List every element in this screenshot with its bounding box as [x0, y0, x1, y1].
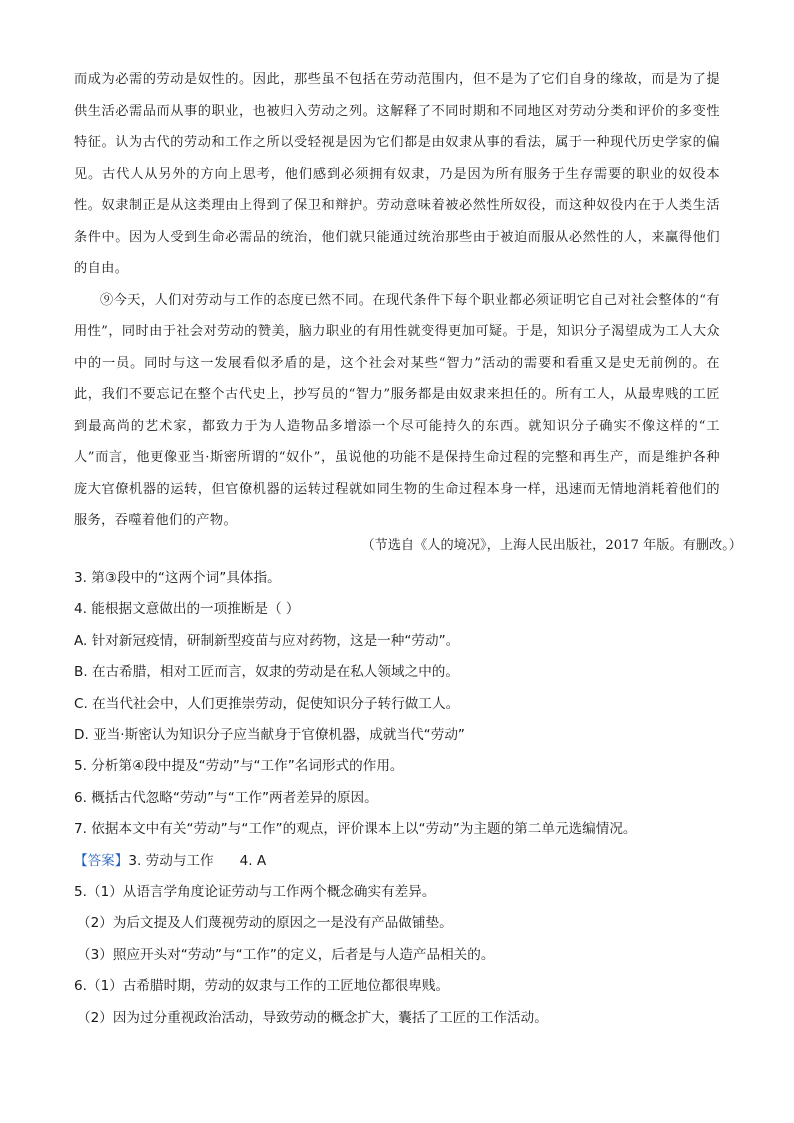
- question-4-option-c: C. 在当代社会中，人们更推崇劳动，促使知识分子转行做工人。: [74, 695, 460, 712]
- reading-passage: [74, 64, 720, 537]
- question-6: 6. 概括古代忽略“劳动”与“工作”两者差异的原因。: [74, 789, 378, 806]
- question-4-option-a: A. 针对新冠疫情，研制新型疫苗与应对药物，这是一种“劳动”。: [74, 632, 460, 649]
- question-4-option-d: D. 亚当·斯密认为知识分子应当献身于官僚机器，成就当代“劳动”: [74, 727, 465, 744]
- question-4: 4. 能根据文意做出的一项推断是（ ）: [74, 601, 300, 618]
- answer-5-part-2: （2）为后文提及人们蔑视劳动的原因之一是没有产品做铺垫。: [77, 915, 453, 932]
- answer-5-part-3: （3）照应开头对“劳动”与“工作”的定义，后者是与人造产品相关的。: [77, 946, 495, 963]
- answer-tag: 【答案】: [74, 852, 129, 869]
- answer-4: 4. A: [239, 852, 267, 869]
- answer-6-part-1: 6.（1）古希腊时期，劳动的奴隶与工作的工匠地位都很卑贱。: [74, 978, 450, 995]
- questions-and-answers: [74, 563, 734, 1034]
- question-3: 3. 第③段中的“这两个词”具体指。: [74, 570, 281, 586]
- passage-paragraph-9: ⑨今天，人们对劳动与工作的态度已然不同。在现代条件下每个职业都必须证明它自己对社会整体的“有用性”，同时由于社会对劳动的赞美，脑力职业的有用性就变得更加可疑。于是，知识分子渴望成为工人大众中的一员。同时与这一发展看似矛盾的是，这个社会对某些“智力”活动的需要和看重又是史无前例的。在此，我们不要忘记在整个古代史上，抄写员的“智力”服务都是由奴隶来担任的。所有工人，从最卑贱的工匠到最高尚的艺术家，都致力于为人造物品多增添一个尽可能持久的东西。就知识分子确实不像这样的“工人”而言，他更像亚当·斯密所谓的“奴仆”，虽说他的功能不是保持生命过程的完整和再生产，而是维护各种庞大官僚机器的运转，但官僚机器的运转过程就如同生物的生命过程本身一样，迅速而无情地消耗着他们的服务，吞噬着他们的产物。: [74, 292, 720, 528]
- passage-source: （节选自《人的境况》，上海人民出版社，2017 年版。有删改。）: [361, 538, 742, 553]
- question-4-option-b: B. 在古希腊，相对工匠而言，奴隶的劳动是在私人领域之中的。: [74, 664, 459, 681]
- answer-6-part-2: （2）因为过分重视政治活动，导致劳动的概念扩大，囊括了工匠的工作活动。: [77, 1009, 548, 1026]
- answer-row-3-4: [74, 846, 734, 877]
- answer-5-part-1: 5.（1）从语言学角度论证劳动与工作两个概念确实有差异。: [74, 884, 436, 901]
- question-7: 7. 依据本文中有关“劳动”与“工作”的观点，评价课本上以“劳动”为主题的第二单元选编情况。: [74, 821, 637, 838]
- answer-3: 3. 劳动与工作: [128, 852, 214, 869]
- question-5: 5. 分析第④段中提及“劳动”与“工作”名词形式的作用。: [74, 758, 404, 775]
- passage-paragraph-8: 而成为必需的劳动是奴性的。因此，那些虽不包括在劳动范围内，但不是为了它们自身的缘故，而是为了提供生活必需品而从事的职业，也被归入劳动之列。这解释了不同时期和不同地区对劳动分类和评价的多变性特征。认为古代的劳动和工作之所以受轻视是因为它们都是由奴隶从事的看法，属于一种现代历史学家的偏见。古代人从另外的方向上思考，他们感到必须拥有奴隶，乃是因为所有服务于生存需要的职业的奴役本性。奴隶制正是从这类理由上得到了保卫和辩护。劳动意味着被必然性所奴役，而这种奴役内在于人类生活条件中。因为人受到生命必需品的统治，他们就只能通过统治那些由于被迫而服从必然性的人，来赢得他们的自由。: [74, 72, 720, 276]
